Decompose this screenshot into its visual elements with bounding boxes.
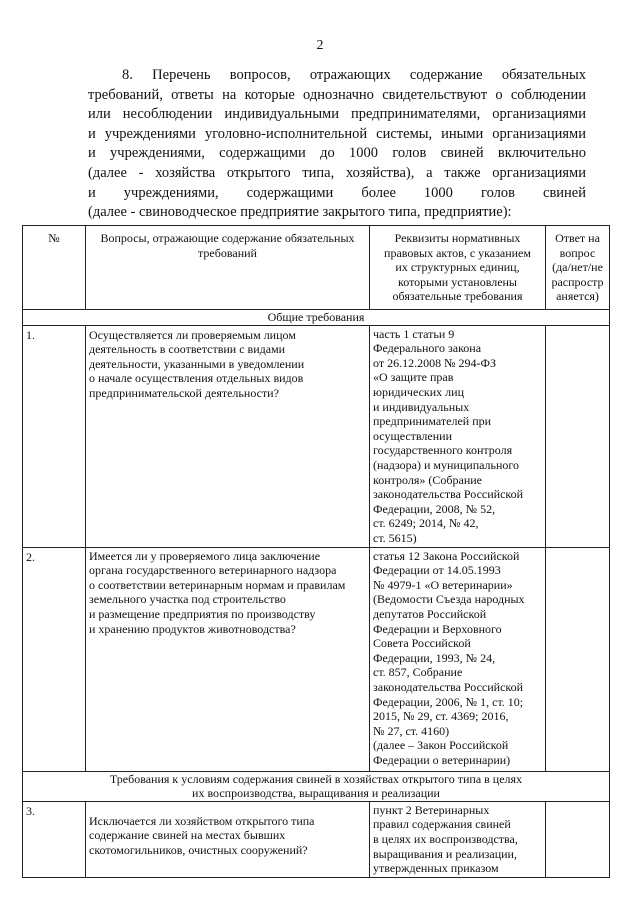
row-number: 2.	[23, 547, 86, 771]
table-header-row	[23, 226, 610, 310]
intro-line: и учреждениями, содержащими до 1000 голов свиней включительно	[88, 145, 586, 162]
intro-line: (далее - хозяйства открытого типа, хозяйства), а также организациями	[88, 164, 586, 181]
row-number: 3.	[23, 801, 86, 877]
intro-line: 8. Перечень вопросов, отражающих содержание обязательных	[122, 67, 586, 83]
intro-paragraph	[88, 66, 586, 223]
section-title-general: Общие требования	[23, 310, 610, 326]
section-row	[23, 310, 610, 326]
row-answer-cell[interactable]	[546, 801, 610, 877]
row-requisites: статья 12 Закона Российской Федерации от 14.05.1993 № 4979-1 «О ветеринарии» (Ведомости Съезда народных депутатов Российской Федерации и Верховного Совета Российской Федерации, 1993, № 24, ст. 857, Собрание законодательства Российской Федерации, 2006, № 1, ст. 10; 2015, № 29, ст. 4369; 2016, № 27, ст. 4160) (далее – Закон Российской Федерации о ветеринарии)	[370, 547, 546, 771]
header-number: №	[23, 226, 86, 310]
intro-line: и учреждениями, содержащими более 1000 голов свиней	[88, 184, 586, 201]
page-number: 2	[316, 38, 324, 53]
row-question: Исключается ли хозяйством открытого типа содержание свиней на местах бывших скотомогильников, очистных сооружений?	[86, 801, 370, 877]
intro-line: требований, ответы на которые однозначно свидетельствуют о соблюдении	[88, 86, 586, 103]
header-requisites: Реквизиты нормативных правовых актов, с указанием их структурных единиц, которыми установлены обязательные требования	[370, 226, 546, 310]
section-title-open-type: Требования к условиям содержания свиней в хозяйствах открытого типа в целях их воспроизводства, выращивания и реализации	[23, 771, 610, 801]
requirements-table	[22, 225, 610, 878]
header-answer: Ответ на вопрос (да/нет/не распростр аняется)	[546, 226, 610, 310]
row-requisites: пункт 2 Ветеринарных правил содержания свиней в целях их воспроизводства, выращивания и реализации, утвержденных приказом	[370, 801, 546, 877]
table-row	[23, 325, 610, 547]
table-row	[23, 547, 610, 771]
section-row	[23, 771, 610, 801]
header-question: Вопросы, отражающие содержание обязательных требований	[86, 226, 370, 310]
intro-line: (далее - свиноводческое предприятие закрытого типа, предприятие):	[88, 204, 512, 221]
row-answer-cell[interactable]	[546, 547, 610, 771]
row-question: Имеется ли у проверяемого лица заключение органа государственного ветеринарного надзора о соответствии ветеринарным нормам и правилам земельного участка под строительство и размещение предприятия по производству и хранению продуктов животноводства?	[86, 547, 370, 771]
row-requisites: часть 1 статьи 9 Федерального закона от 26.12.2008 № 294-ФЗ «О защите прав юридических лиц и индивидуальных предпринимателей при осуществлении государственного контроля (надзора) и муниципального контроля» (Собрание законодательства Российской Федерации, 2008, № 52, ст. 6249; 2014, № 42, ст. 5615)	[370, 325, 546, 547]
intro-line: и учреждениями уголовно-исполнительной системы, иными организациями	[88, 125, 586, 142]
table-row	[23, 801, 610, 877]
row-answer-cell[interactable]	[546, 325, 610, 547]
row-question: Осуществляется ли проверяемым лицом деятельность в соответствии с видами деятельности, указанными в уведомлении о начале осуществления отдельных видов предпринимательской деятельности?	[86, 325, 370, 547]
row-number: 1.	[23, 325, 86, 547]
intro-line: или несоблюдении индивидуальными предпринимателями, организациями	[88, 106, 586, 123]
